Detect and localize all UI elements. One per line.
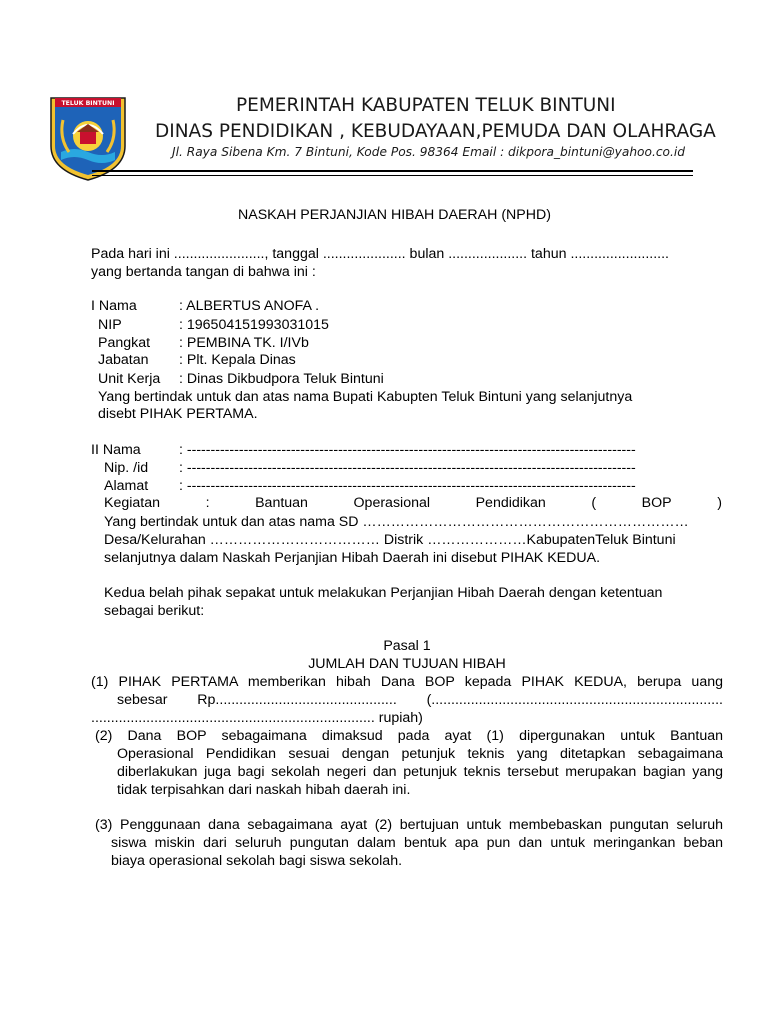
party1-label: NIP [98, 317, 122, 333]
header-government: PEMERINTAH KABUPATEN TELUK BINTUNI [236, 95, 616, 116]
pasal-item2-line: (2) Dana BOP sebagaimana dimaksud pada ayat (1) dipergunakan untuk Bantuan [95, 728, 723, 744]
kegiatan-word: : [205, 495, 210, 511]
kegiatan-word: ( [591, 495, 597, 511]
party1-value: : Plt. Kepala Dinas [179, 352, 296, 368]
pasal-item2-line: Operasional Pendidikan sesuai dengan petunjuk teknis yang ditetapkan sebagaimana [117, 746, 723, 762]
pasal-item1-line: sebesar Rp.............................................. (.......................................................................... [117, 692, 723, 708]
pasal-item3-line: biaya operasional sekolah bagi siswa sekolah. [111, 853, 403, 869]
pasal-item1-line: ........................................................................ rupiah) [91, 710, 423, 726]
party1-acting: disebt PIHAK PERTAMA. [98, 406, 258, 422]
party2-label: Nip. /id [104, 460, 149, 476]
pasal-number: Pasal 1 [383, 638, 431, 654]
intro-line: Pada hari ini ......................., tanggal ..................... bulan .................... tahun ......................... [91, 246, 669, 262]
party1-value: : PEMBINA TK. I/IVb [179, 335, 309, 351]
pasal-item3-line: (3) Penggunaan dana sebagaimana ayat (2) bertujuan untuk membebaskan pungutan seluruh [95, 817, 723, 833]
party2-acting: Yang bertindak untuk dan atas nama SD …………………………………………………………… [104, 514, 689, 530]
kegiatan-word: BOP [641, 495, 672, 511]
kegiatan-word: ) [717, 495, 722, 511]
pasal-item2-line: tidak terpisahkan dari naskah hibah daerah ini. [117, 782, 411, 798]
pasal-title: JUMLAH DAN TUJUAN HIBAH [308, 656, 506, 672]
document-title: NASKAH PERJANJIAN HIBAH DAERAH (NPHD) [238, 207, 551, 223]
logo-text: TELUK BINTUNI [61, 100, 115, 107]
header-department: DINAS PENDIDIKAN , KEBUDAYAAN,PEMUDA DAN OLAHRAGA [155, 121, 716, 142]
kegiatan-word: Operasional [353, 495, 431, 511]
party1-label: Jabatan [98, 352, 149, 368]
kegiatan-word: Bantuan [255, 495, 308, 511]
party2-closing: selanjutnya dalam Naskah Perjanjian Hibah Daerah ini disebut PIHAK KEDUA. [104, 550, 601, 566]
party1-value: : Dinas Dikbudpora Teluk Bintuni [179, 371, 384, 387]
teluk-bintuni-logo [47, 94, 129, 182]
party2-label: II Nama [91, 442, 141, 458]
party1-value: : ALBERTUS ANOFA . [179, 298, 320, 314]
agreement-line: Kedua belah pihak sepakat untuk melakukan Perjanjian Hibah Daerah dengan ketentuan [104, 585, 663, 601]
kegiatan-word: Kegiatan [104, 495, 161, 511]
party1-label: Unit Kerja [98, 371, 161, 387]
pasal-item2-line: diberlakukan juga bagi sekolah negeri dan petunjuk teknis tersebut merupakan bagian yang [117, 764, 723, 780]
kegiatan-word: Pendidikan [475, 495, 546, 511]
pasal-item1-line: (1) PIHAK PERTAMA memberikan hibah Dana BOP kepada PIHAK KEDUA, berupa uang [91, 674, 723, 690]
intro-line: yang bertanda tangan di bahwa ini : [91, 264, 316, 280]
party2-desa: Desa/Kelurahan ……………………………… Distrik …………………KabupatenTeluk Bintuni [104, 532, 676, 548]
party1-label: I Nama [91, 298, 137, 314]
agreement-line: sebagai berikut: [104, 603, 205, 619]
party2-value: : ----------------------------------------------------------------------------------------------- [179, 478, 636, 494]
header-address: Jl. Raya Sibena Km. 7 Bintuni, Kode Pos. 98364 Email : dikpora_bintuni@yahoo.co.id [172, 145, 685, 159]
party2-kegiatan [104, 494, 722, 512]
party1-value: : 196504151993031015 [179, 317, 329, 333]
party1-label: Pangkat [98, 335, 151, 351]
party2-value: : ----------------------------------------------------------------------------------------------- [179, 442, 636, 458]
pasal-item3-line: siswa miskin dari seluruh pungutan dalam bentuk apa pun dan untuk meringankan beban [111, 835, 723, 851]
header-rule-thin [92, 175, 693, 176]
party2-label: Alamat [104, 478, 149, 494]
party2-value: : ----------------------------------------------------------------------------------------------- [179, 460, 636, 476]
header-rule [92, 170, 693, 172]
party1-acting: Yang bertindak untuk dan atas nama Bupati Kabupten Teluk Bintuni yang selanjutnya [98, 389, 633, 405]
